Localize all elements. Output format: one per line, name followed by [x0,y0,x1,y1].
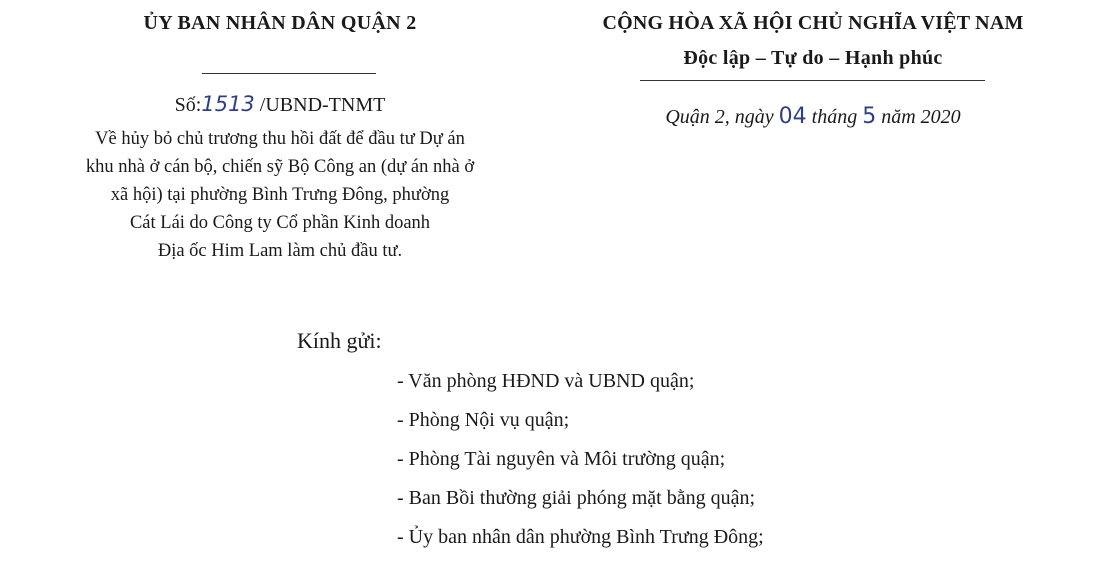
subject-line: Cát Lái do Công ty Cổ phần Kinh doanh [129,213,431,233]
document-number-prefix: Số: [174,94,202,116]
date-month-handwritten: 5 [862,104,877,129]
subject-line: khu nhà ở cán bộ, chiến sỹ Bộ Công an (dự án nhà ở [85,157,475,177]
national-title: CỘNG HÒA XÃ HỘI CHỦ NGHĨA VIỆT NAM [602,12,1024,34]
subject-line: xã hội) tại phường Bình Trưng Đông, phường [110,185,450,205]
document-number-suffix: /UBND-TNMT [259,94,386,116]
issuing-agency-name: ỦY BAN NHÂN DÂN QUẬN 2 [143,12,417,34]
date-day-handwritten: 04 [778,104,807,129]
recipient-item: - Văn phòng HĐND và UBND quận; [397,370,695,392]
recipient-item: - Ban Bồi thường giải phóng mặt bằng quận; [397,487,756,509]
greeting: Kính gửi: [297,328,382,353]
agency-underline [202,73,376,74]
document-subject [28,125,532,265]
recipient-item: - Ủy ban nhân dân phường Bình Trưng Đông; [397,526,764,548]
date-year: năm 2020 [881,106,961,128]
recipient-item: - Phòng Tài nguyên và Môi trường quận; [397,448,726,470]
document-number-handwritten: 1513 [201,92,255,116]
document-number [60,92,500,117]
national-motto: Độc lập – Tự do – Hạnh phúc [683,47,943,69]
recipient-list [397,362,764,557]
date-line [558,104,1068,129]
motto-underline [640,80,985,81]
subject-line: Địa ốc Him Lam làm chủ đầu tư. [157,241,403,261]
subject-line: Về hủy bỏ chủ trương thu hồi đất để đầu tư Dự án [95,129,465,149]
recipient-item: - Phòng Nội vụ quận; [397,409,570,431]
date-prefix: Quận 2, ngày [665,106,774,128]
date-month-label: tháng [811,106,858,128]
